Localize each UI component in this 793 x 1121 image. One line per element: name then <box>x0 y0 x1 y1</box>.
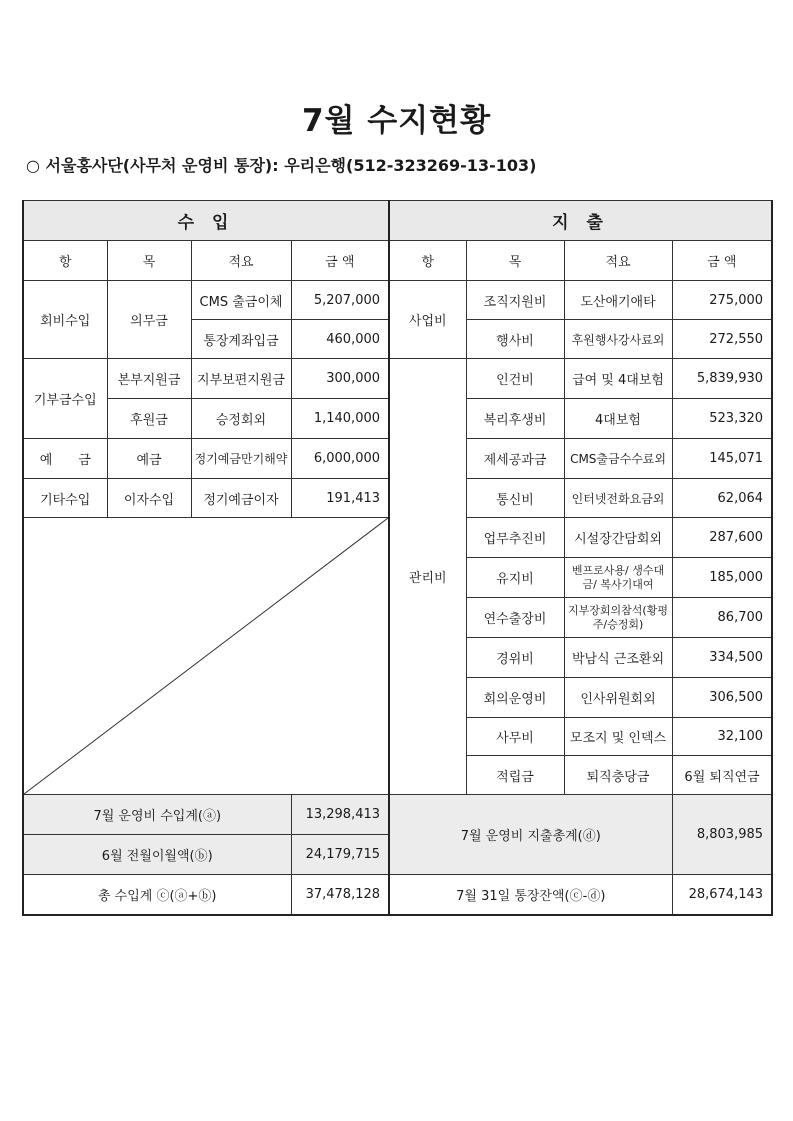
income-total-label: 7월 운영비 수입계(ⓐ) <box>23 795 291 835</box>
income-jeokyo-cell: 통장계좌입금 <box>191 320 291 359</box>
expense-amount-cell: 306,500 <box>672 678 772 718</box>
expense-amount-cell: 287,600 <box>672 518 772 558</box>
expense-mok-cell: 행사비 <box>466 320 564 359</box>
summary-row <box>23 795 772 835</box>
expense-amount-cell: 62,064 <box>672 479 772 518</box>
income-jeokyo-cell: 정기예금만기해약 <box>191 439 291 479</box>
expense-jeokyo-cell: 도산애기애타 <box>564 281 672 320</box>
expense-mok-cell: 인건비 <box>466 359 564 399</box>
expense-mok-cell: 통신비 <box>466 479 564 518</box>
income-amount-cell: 191,413 <box>291 479 389 518</box>
expense-jeokyo-header: 적요 <box>564 241 672 281</box>
income-mok-cell: 의무금 <box>107 281 191 359</box>
expense-jeokyo-cell: 박남식 근조환외 <box>564 638 672 678</box>
income-jeokyo-cell: 승정회외 <box>191 399 291 439</box>
income-mok-cell: 이자수입 <box>107 479 191 518</box>
income-jeokyo-header: 적요 <box>191 241 291 281</box>
expense-mok-cell: 업무추진비 <box>466 518 564 558</box>
income-amount-cell: 6,000,000 <box>291 439 389 479</box>
expense-jeokyo-cell: 4대보험 <box>564 399 672 439</box>
expense-jeokyo-cell: 지부장회의참석(황평주/승정회) <box>564 598 672 638</box>
expense-group-management: 관리비 <box>389 359 466 795</box>
income-hang-cell: 예 금 <box>23 439 107 479</box>
expense-mok-cell: 사무비 <box>466 718 564 756</box>
expense-jeokyo-cell: 급여 및 4대보험 <box>564 359 672 399</box>
expense-amount-cell: 275,000 <box>672 281 772 320</box>
income-mok-cell: 후원금 <box>107 399 191 439</box>
income-hang-header: 항 <box>23 241 107 281</box>
expense-mok-cell: 퇴직충당금 <box>564 756 672 795</box>
carryover-label: 6월 전월이월액(ⓑ) <box>23 835 291 875</box>
expense-jeokyo-cell: 벤프로사용/ 생수대금/ 복사기대여 <box>564 558 672 598</box>
expense-amount-cell: 185,000 <box>672 558 772 598</box>
income-expense-table <box>22 200 773 916</box>
income-hang-cell: 기타수입 <box>23 479 107 518</box>
expense-mok-header: 목 <box>466 241 564 281</box>
income-hang-cell: 기부금수입 <box>23 359 107 439</box>
expense-amount-cell: 5,839,930 <box>672 359 772 399</box>
income-amount-cell: 1,140,000 <box>291 399 389 439</box>
summary-row <box>23 875 772 915</box>
expense-jeokyo-cell: 모조지 및 인덱스 <box>564 718 672 756</box>
income-mok-cell: 본부지원금 <box>107 359 191 399</box>
income-blank-diagonal <box>23 518 389 795</box>
diagonal-strike-line <box>24 518 388 794</box>
expense-mok-cell: 복리후생비 <box>466 399 564 439</box>
income-section-title: 수 입 <box>23 201 389 241</box>
expense-group-reserve: 적립금 <box>466 756 564 795</box>
income-jeokyo-cell: CMS 출금이체 <box>191 281 291 320</box>
income-amount-cell: 300,000 <box>291 359 389 399</box>
income-jeokyo-cell: 지부보편지원금 <box>191 359 291 399</box>
expense-total-value: 8,803,985 <box>672 795 772 875</box>
expense-jeokyo-cell: 후원행사강사료외 <box>564 320 672 359</box>
income-mok-header: 목 <box>107 241 191 281</box>
expense-jeokyo-cell: 6월 퇴직연금 <box>672 756 772 795</box>
balance-value: 28,674,143 <box>672 875 772 915</box>
expense-jeokyo-cell: CMS출금수수료외 <box>564 439 672 479</box>
page-title: 7월 수지현황 <box>301 103 492 139</box>
expense-group-business: 사업비 <box>389 281 466 359</box>
expense-amount-cell: 32,100 <box>672 718 772 756</box>
income-hang-cell: 회비수입 <box>23 281 107 359</box>
expense-section-title: 지 출 <box>389 201 772 241</box>
expense-amount-cell: 145,071 <box>672 439 772 479</box>
expense-jeokyo-cell: 인터넷전화요금외 <box>564 479 672 518</box>
column-header-row <box>23 241 772 281</box>
section-header-row <box>23 201 772 241</box>
grand-total-label: 총 수입계 ⓒ(ⓐ+ⓑ) <box>23 875 291 915</box>
expense-jeokyo-cell: 시설장간담회외 <box>564 518 672 558</box>
expense-total-label: 7월 운영비 지출총계(ⓓ) <box>389 795 672 875</box>
expense-jeokyo-cell: 인사위원회외 <box>564 678 672 718</box>
carryover-value: 24,179,715 <box>291 835 389 875</box>
expense-amount-cell: 334,500 <box>672 638 772 678</box>
expense-amount-cell: 272,550 <box>672 320 772 359</box>
expense-hang-header: 항 <box>389 241 466 281</box>
expense-mok-cell: 경위비 <box>466 638 564 678</box>
expense-amount-cell: 86,700 <box>672 598 772 638</box>
income-mok-cell: 예금 <box>107 439 191 479</box>
table-row <box>23 281 772 320</box>
expense-mok-cell: 회의운영비 <box>466 678 564 718</box>
account-subtitle: ○ 서울홍사단(사무처 운영비 통장): 우리은행(512-323269-13-103) <box>26 156 537 175</box>
income-amount-header: 금 액 <box>291 241 389 281</box>
expense-mok-cell: 조직지원비 <box>466 281 564 320</box>
table-row <box>23 359 772 399</box>
expense-mok-cell: 제세공과금 <box>466 439 564 479</box>
expense-amount-header: 금 액 <box>672 241 772 281</box>
income-jeokyo-cell: 정기예금이자 <box>191 479 291 518</box>
income-amount-cell: 460,000 <box>291 320 389 359</box>
income-total-value: 13,298,413 <box>291 795 389 835</box>
expense-mok-cell: 유지비 <box>466 558 564 598</box>
expense-amount-cell: 523,320 <box>672 399 772 439</box>
balance-label: 7월 31일 통장잔액(ⓒ-ⓓ) <box>389 875 672 915</box>
grand-total-value: 37,478,128 <box>291 875 389 915</box>
income-amount-cell: 5,207,000 <box>291 281 389 320</box>
expense-mok-cell: 연수출장비 <box>466 598 564 638</box>
